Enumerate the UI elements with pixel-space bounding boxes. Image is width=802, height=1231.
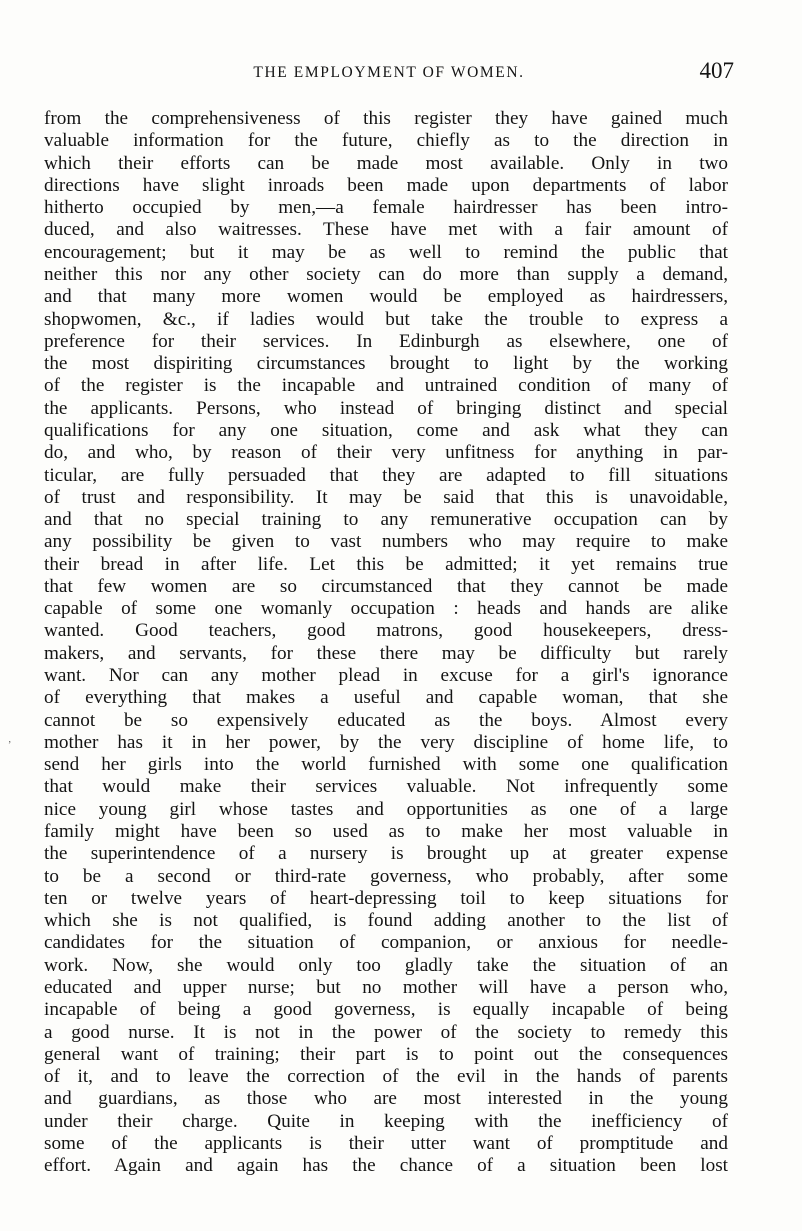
text-line: to be a second or third-rate governess, who probably, after some: [44, 865, 728, 887]
text-line: some of the applicants is their utter want of promptitude and: [44, 1132, 728, 1154]
text-line: of it, and to leave the correction of the evil in the hands of parents: [44, 1066, 728, 1088]
text-line: mother has it in her power, by the very discipline of home life, to: [44, 731, 728, 753]
text-line: that would make their services valuable. Not infrequently some: [44, 776, 728, 798]
text-line: any possibility be given to vast numbers who may require to make: [44, 531, 728, 553]
text-line: the most dispiriting circumstances brought to light by the working: [44, 353, 728, 375]
text-line: which she is not qualified, is found adding another to the list of: [44, 910, 728, 932]
text-line: hitherto occupied by men,—a female hairdresser has been intro-: [44, 197, 728, 219]
text-line: the applicants. Persons, who instead of bringing distinct and special: [44, 397, 728, 419]
running-head: [44, 58, 734, 88]
text-line: ticular, are fully persuaded that they are adapted to fill situations: [44, 464, 728, 486]
text-line: send her girls into the world furnished with some one qualification: [44, 754, 728, 776]
margin-speck: ’: [8, 740, 12, 751]
text-line: and that many more women would be employed as hairdressers,: [44, 286, 728, 308]
text-line: directions have slight inroads been made upon departments of labor: [44, 174, 728, 196]
text-line: makers, and servants, for these there may be difficulty but rarely: [44, 642, 728, 664]
text-line: of trust and responsibility. It may be said that this is unavoidable,: [44, 486, 728, 508]
text-line: work. Now, she would only too gladly take the situation of an: [44, 954, 728, 976]
text-line: general want of training; their part is to point out the consequences: [44, 1043, 728, 1065]
text-line: of everything that makes a useful and capable woman, that she: [44, 687, 728, 709]
text-line: candidates for the situation of companion, or anxious for needle-: [44, 932, 728, 954]
text-line: cannot be so expensively educated as the boys. Almost every: [44, 709, 728, 731]
text-line: preference for their services. In Edinburgh as elsewhere, one of: [44, 330, 728, 352]
text-line: which their efforts can be made most available. Only in two: [44, 152, 728, 174]
text-line: do, and who, by reason of their very unfitness for anything in par-: [44, 442, 728, 464]
text-line: educated and upper nurse; but no mother will have a person who,: [44, 976, 728, 998]
text-line: shopwomen, &c., if ladies would but take the trouble to express a: [44, 308, 728, 330]
text-line: the superintendence of a nursery is brought up at greater expense: [44, 843, 728, 865]
text-line: wanted. Good teachers, good matrons, good housekeepers, dress-: [44, 620, 728, 642]
text-line: encouragement; but it may be as well to remind the public that: [44, 241, 728, 263]
text-line: ten or twelve years of heart-depressing toil to keep situations for: [44, 887, 728, 909]
text-line: nice young girl whose tastes and opportunities as one of a large: [44, 798, 728, 820]
text-line: capable of some one womanly occupation : heads and hands are alike: [44, 598, 728, 620]
text-line: incapable of being a good governess, is equally incapable of being: [44, 999, 728, 1021]
text-line: from the comprehensiveness of this register they have gained much: [44, 108, 728, 129]
text-line: family might have been so used as to make her most valuable in: [44, 821, 728, 842]
text-line: qualifications for any one situation, come and ask what they can: [44, 419, 728, 441]
text-line: under their charge. Quite in keeping with the inefficiency of: [44, 1110, 728, 1132]
text-line: valuable information for the future, chiefly as to the direction in: [44, 130, 728, 152]
text-line: want. Nor can any mother plead in excuse for a girl's ignorance: [44, 665, 728, 687]
running-title: THE EMPLOYMENT OF WOMEN.: [253, 64, 525, 81]
text-line: duced, and also waitresses. These have met with a fair amount of: [44, 219, 728, 241]
text-line: and that no special training to any remunerative occupation can by: [44, 509, 728, 531]
text-line: a good nurse. It is not in the power of the society to remedy this: [44, 1021, 728, 1043]
text-line: that few women are so circumstanced that they cannot be made: [44, 575, 728, 597]
text-line: effort. Again and again has the chance of a situation been lost: [44, 1155, 728, 1177]
text-line: neither this nor any other society can do more than supply a demand,: [44, 263, 728, 285]
text-line: and guardians, as those who are most interested in the young: [44, 1088, 728, 1110]
page-number: 407: [699, 58, 734, 83]
text-line: their bread in after life. Let this be admitted; it yet remains true: [44, 553, 728, 575]
text-line: of the register is the incapable and untrained condition of many of: [44, 375, 728, 397]
body-text: [44, 108, 728, 1178]
